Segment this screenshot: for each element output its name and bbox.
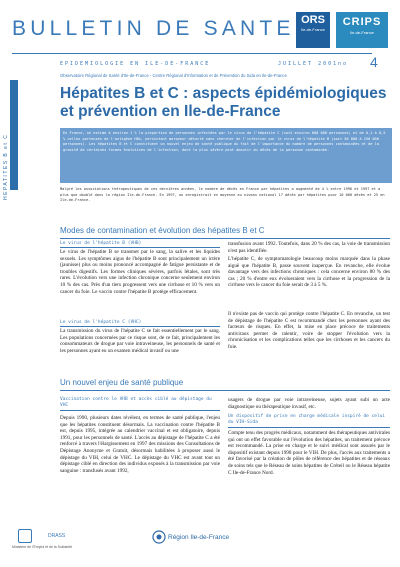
- vaccination-divider: [60, 410, 220, 411]
- ors-logo: [296, 12, 330, 48]
- bulletin-title: BULLETIN DE SANTE: [12, 17, 295, 40]
- section1-heading: Modes de contamination et évolution des hépatites B et C: [60, 226, 265, 235]
- section2-heading: Un nouvel enjeu de santé publique: [60, 378, 184, 387]
- vaccination-heading: Vaccination contre le VHB et accès ciblé au dépistage du VHC: [60, 397, 212, 408]
- ors-logo-text: ORS: [301, 14, 325, 26]
- section1-divider: [60, 238, 390, 239]
- issue-number: 4: [370, 54, 378, 70]
- issue-no-label: no: [338, 61, 349, 67]
- issue-date: JUILLET 2001: [278, 61, 339, 67]
- article-title: Hépatites B et C : aspects épidémiologiques et prévention en Ile-de-France: [60, 85, 387, 120]
- s2-right-text-1: usagers de drogue par voie intraveineuse, sujets ayant subi un acte diagnostique ou thérapeutique invasif, etc.: [228, 397, 390, 410]
- s1-right-text-3: Il n'existe pas de vaccin qui protège contre l'hépatite C. En revanche, un test de dépistage de l'hépatite C est recommandé chez les personnes ayant des facteurs de risques. En effet, la mise en place précoce de traitements antiviraux permet de ralentir, voire de stopper l'évolution vers la chronicisation et les complications telles que les cirrhoses et les cancers du foie.: [228, 311, 390, 350]
- dispositif-divider: [228, 427, 390, 428]
- region-logo-icon: [152, 530, 166, 544]
- ministry-seal-icon: [18, 529, 32, 543]
- intro-paragraph-2: Malgré les associations thérapeutiques de ces dernières années, le nombre de décès en France par hépatites a augmenté de 4 % entre 1996 et 1997 et a plus que doublé dans la région Ile-de-France. En 1997, on enregistrait en moyenne au niveau national 17 décès par hépatites pour 10 000 décès et 25 en Ile-de-France.: [60, 187, 385, 203]
- dispositif-heading: Un dispositif de prise en charge médicale inspiré de celui du VIH-Sida: [228, 414, 386, 425]
- subtitle: EPIDEMIOLOGIE EN ILE-DE-FRANCE: [60, 61, 211, 67]
- section2-divider: [60, 390, 390, 391]
- header-divider: [12, 53, 372, 54]
- vhc-text: La transmission du virus de l'hépatite C se fait essentiellement par le sang. Les populations concernées par ce risque sont, de ce fait, principalement les consommateurs de drogue par voie intraveineuse, les personnels de santé et les personnes ayant eu un examen médical invasif ou une: [60, 328, 220, 354]
- crips-logo: [336, 12, 388, 48]
- organization-line: Observatoire Régional de Santé d'Ile-de-France - Centre Régional d'Information et de Prévention du Sida en Ile-de-France: [60, 73, 287, 78]
- side-label: HEPATITES B et C: [3, 133, 9, 200]
- header-subtitle-line: [60, 61, 380, 67]
- vhb-heading: Le virus de l'hépatite B (VHB): [60, 241, 142, 246]
- vhc-heading: Le virus de l'hépatite C (VHC): [60, 320, 142, 325]
- vhc-divider: [60, 326, 220, 327]
- vhb-divider: [60, 247, 220, 248]
- drass-label: DRASS: [48, 533, 66, 539]
- crips-logo-text: CRIPS: [342, 16, 382, 28]
- region-label: Région Ile-de-France: [168, 534, 230, 541]
- s1-right-text-1: transfusion avant 1992. Toutefois, dans 20 % des cas, la voie de transmission n'est pas identifiée.: [228, 241, 390, 254]
- s1-right-text-2: L'hépatite C, de symptomatologie beaucoup moins marquée dans la phase aiguë que l'hépatite B, passe souvent inaperçue. En revanche, elle évolue davantage vers des infections chroniques : cela concerne environ 80 % des cas ; 20 % d'entre eux évolueraient vers la cirrhose et la progression de la cirrhose vers le cancer du foie serait de 3 à 5 %.: [228, 256, 390, 289]
- side-tab-bar: [10, 80, 18, 190]
- vaccination-text: Depuis 1990, plusieurs dates révèlent, en termes de santé publique, l'enjeu que les hépatites constituent désormais. La vaccination contre l'hépatite B est, depuis 1995, intégrée au calendrier vaccinal et est obligatoire, depuis 1991, pour les personnels de santé. L'accès au dépistage de l'hépatite C a été renforcé à travers l'élargissement en 1997 des missions des Consultations de Dépistage Anonyme et Gratuit, désormais habilitées à proposer aussi le dépistage du VIH, celui de VHC. Le dépistage du VHC est avant tout un dépistage ciblé en direction des individus exposés à la transmission par voie sanguine : transfusés avant 1992,: [60, 415, 220, 474]
- ors-logo-sub: Ile-de-France: [301, 27, 325, 32]
- ministry-label: Ministère de l'Emploi et de la Solidarité: [12, 545, 73, 549]
- vhb-text: Le virus de l'hépatite B se transmet par le sang, la salive et les liquides sexuels. Les symptômes aigus de l'hépatite B sont principalement un ictère (jaunisse) plus ou moins prononcé accompagné de fatigue persistante et de troubles digestifs. Les formes cliniques sévères, parfois létales, sont très rares. L'évolution vers une infection chronique concerne seulement environ 10 % des cas. Près d'un tiers progressent vers une cirrhose et 10 % vers un cancer du foie. Le vaccin contre l'hépatite B protège efficacement.: [60, 249, 220, 295]
- crips-logo-sub: Ile-de-France: [350, 30, 374, 35]
- dispositif-text: Compte tenu des progrès médicaux, notamment des thérapeutiques antivirales qui ont un effet favorable sur l'évolution des hépatites, un traitement précoce est recommandé. La prise en charge et le suivi médical sont assurés par le dispositif existant depuis 1998 pour le VIH. De plus, l'accès aux traitements a été favorisé par la création de pôles de référence des hépatites et de réseaux de soins tels que le Réseau de soins hépatites de Créteil ou le Réseau hépatite C Ile-de-France Nord.: [228, 430, 390, 476]
- intro-text: En France, on estime à environ 1 % la proportion de personnes infectées par le virus de l'hépatite C (soit environ 600 000 personnes) et de 0,1 à 0,5 % celles porteuses de l'antigène HBs, persistant marqueur détecté sans chercher de l'infection par le virus de l'hépatite B (soit 50 000 à 250 000 personnes). Les hépatites B et C constituent un nouvel enjeu de santé publique du fait de l'importance du nombre de personnes contaminées et de la gravité de certaines formes évolutives de l'infection, dont la plus sévère peut aboutir au décès de la personne contaminée.: [63, 131, 386, 152]
